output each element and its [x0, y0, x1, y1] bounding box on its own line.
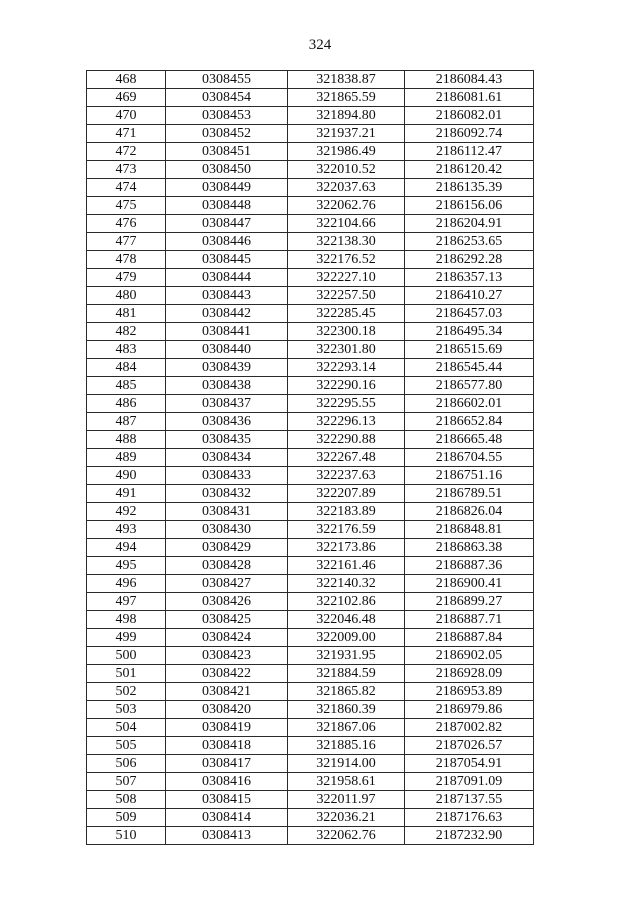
row-index-cell: 492	[87, 503, 166, 521]
table-row	[87, 179, 534, 197]
row-index-cell: 483	[87, 341, 166, 359]
x-coordinate-cell: 322300.18	[288, 323, 405, 341]
y-coordinate-cell: 2186292.28	[405, 251, 534, 269]
table-row	[87, 665, 534, 683]
point-id-cell: 0308449	[166, 179, 288, 197]
row-index-cell: 486	[87, 395, 166, 413]
row-index-cell: 482	[87, 323, 166, 341]
x-coordinate-cell: 322161.46	[288, 557, 405, 575]
row-index-cell: 503	[87, 701, 166, 719]
point-id-cell: 0308429	[166, 539, 288, 557]
table-row	[87, 701, 534, 719]
y-coordinate-cell: 2186979.86	[405, 701, 534, 719]
x-coordinate-cell: 322176.59	[288, 521, 405, 539]
row-index-cell: 495	[87, 557, 166, 575]
x-coordinate-cell: 322237.63	[288, 467, 405, 485]
point-id-cell: 0308435	[166, 431, 288, 449]
x-coordinate-cell: 322267.48	[288, 449, 405, 467]
point-id-cell: 0308413	[166, 827, 288, 845]
point-id-cell: 0308437	[166, 395, 288, 413]
table-row	[87, 773, 534, 791]
y-coordinate-cell: 2186899.27	[405, 593, 534, 611]
x-coordinate-cell: 321894.80	[288, 107, 405, 125]
table-row	[87, 143, 534, 161]
table-row	[87, 233, 534, 251]
table-row	[87, 125, 534, 143]
x-coordinate-cell: 322176.52	[288, 251, 405, 269]
table-row	[87, 431, 534, 449]
x-coordinate-cell: 322227.10	[288, 269, 405, 287]
x-coordinate-cell: 322104.66	[288, 215, 405, 233]
row-index-cell: 505	[87, 737, 166, 755]
table-row	[87, 827, 534, 845]
row-index-cell: 509	[87, 809, 166, 827]
table-row	[87, 539, 534, 557]
x-coordinate-cell: 322173.86	[288, 539, 405, 557]
table-row	[87, 305, 534, 323]
row-index-cell: 470	[87, 107, 166, 125]
y-coordinate-cell: 2186204.91	[405, 215, 534, 233]
y-coordinate-cell: 2186848.81	[405, 521, 534, 539]
point-id-cell: 0308452	[166, 125, 288, 143]
row-index-cell: 494	[87, 539, 166, 557]
table-row	[87, 683, 534, 701]
x-coordinate-cell: 322296.13	[288, 413, 405, 431]
table-row	[87, 323, 534, 341]
table-row	[87, 755, 534, 773]
point-id-cell: 0308444	[166, 269, 288, 287]
point-id-cell: 0308430	[166, 521, 288, 539]
x-coordinate-cell: 321885.16	[288, 737, 405, 755]
point-id-cell: 0308425	[166, 611, 288, 629]
table-row	[87, 575, 534, 593]
point-id-cell: 0308426	[166, 593, 288, 611]
point-id-cell: 0308419	[166, 719, 288, 737]
table-row	[87, 341, 534, 359]
point-id-cell: 0308428	[166, 557, 288, 575]
y-coordinate-cell: 2186156.06	[405, 197, 534, 215]
point-id-cell: 0308446	[166, 233, 288, 251]
y-coordinate-cell: 2186577.80	[405, 377, 534, 395]
table-row	[87, 287, 534, 305]
x-coordinate-cell: 321958.61	[288, 773, 405, 791]
table-row	[87, 89, 534, 107]
row-index-cell: 479	[87, 269, 166, 287]
x-coordinate-cell: 322036.21	[288, 809, 405, 827]
row-index-cell: 485	[87, 377, 166, 395]
row-index-cell: 477	[87, 233, 166, 251]
y-coordinate-cell: 2186081.61	[405, 89, 534, 107]
y-coordinate-cell: 2187091.09	[405, 773, 534, 791]
table-row	[87, 719, 534, 737]
y-coordinate-cell: 2186602.01	[405, 395, 534, 413]
x-coordinate-cell: 322062.76	[288, 827, 405, 845]
point-id-cell: 0308423	[166, 647, 288, 665]
point-id-cell: 0308439	[166, 359, 288, 377]
table-row	[87, 359, 534, 377]
table-row	[87, 809, 534, 827]
x-coordinate-cell: 322257.50	[288, 287, 405, 305]
y-coordinate-cell: 2186665.48	[405, 431, 534, 449]
x-coordinate-cell: 322011.97	[288, 791, 405, 809]
x-coordinate-cell: 322293.14	[288, 359, 405, 377]
row-index-cell: 510	[87, 827, 166, 845]
row-index-cell: 504	[87, 719, 166, 737]
point-id-cell: 0308433	[166, 467, 288, 485]
x-coordinate-cell: 322290.16	[288, 377, 405, 395]
y-coordinate-cell: 2186120.42	[405, 161, 534, 179]
x-coordinate-cell: 321884.59	[288, 665, 405, 683]
x-coordinate-cell: 322207.89	[288, 485, 405, 503]
y-coordinate-cell: 2186515.69	[405, 341, 534, 359]
y-coordinate-cell: 2186457.03	[405, 305, 534, 323]
y-coordinate-cell: 2186863.38	[405, 539, 534, 557]
point-id-cell: 0308451	[166, 143, 288, 161]
row-index-cell: 472	[87, 143, 166, 161]
y-coordinate-cell: 2186135.39	[405, 179, 534, 197]
x-coordinate-cell: 321865.59	[288, 89, 405, 107]
row-index-cell: 468	[87, 71, 166, 89]
x-coordinate-cell: 322046.48	[288, 611, 405, 629]
coordinates-table-body	[87, 71, 534, 845]
point-id-cell: 0308454	[166, 89, 288, 107]
y-coordinate-cell: 2186887.36	[405, 557, 534, 575]
y-coordinate-cell: 2186495.34	[405, 323, 534, 341]
point-id-cell: 0308417	[166, 755, 288, 773]
point-id-cell: 0308434	[166, 449, 288, 467]
y-coordinate-cell: 2187176.63	[405, 809, 534, 827]
row-index-cell: 484	[87, 359, 166, 377]
table-row	[87, 791, 534, 809]
row-index-cell: 481	[87, 305, 166, 323]
table-row	[87, 611, 534, 629]
y-coordinate-cell: 2187002.82	[405, 719, 534, 737]
y-coordinate-cell: 2187026.57	[405, 737, 534, 755]
point-id-cell: 0308424	[166, 629, 288, 647]
x-coordinate-cell: 321838.87	[288, 71, 405, 89]
y-coordinate-cell: 2186545.44	[405, 359, 534, 377]
point-id-cell: 0308436	[166, 413, 288, 431]
point-id-cell: 0308418	[166, 737, 288, 755]
row-index-cell: 499	[87, 629, 166, 647]
row-index-cell: 471	[87, 125, 166, 143]
row-index-cell: 478	[87, 251, 166, 269]
x-coordinate-cell: 322138.30	[288, 233, 405, 251]
y-coordinate-cell: 2186410.27	[405, 287, 534, 305]
point-id-cell: 0308420	[166, 701, 288, 719]
x-coordinate-cell: 322285.45	[288, 305, 405, 323]
row-index-cell: 496	[87, 575, 166, 593]
table-row	[87, 377, 534, 395]
point-id-cell: 0308415	[166, 791, 288, 809]
row-index-cell: 469	[87, 89, 166, 107]
table-row	[87, 161, 534, 179]
point-id-cell: 0308416	[166, 773, 288, 791]
y-coordinate-cell: 2186253.65	[405, 233, 534, 251]
table-row	[87, 269, 534, 287]
table-row	[87, 503, 534, 521]
coordinates-table	[86, 70, 534, 845]
table-row	[87, 71, 534, 89]
x-coordinate-cell: 322140.32	[288, 575, 405, 593]
table-row	[87, 593, 534, 611]
row-index-cell: 475	[87, 197, 166, 215]
point-id-cell: 0308447	[166, 215, 288, 233]
row-index-cell: 488	[87, 431, 166, 449]
x-coordinate-cell: 321867.06	[288, 719, 405, 737]
x-coordinate-cell: 321914.00	[288, 755, 405, 773]
x-coordinate-cell: 321860.39	[288, 701, 405, 719]
row-index-cell: 474	[87, 179, 166, 197]
point-id-cell: 0308421	[166, 683, 288, 701]
row-index-cell: 502	[87, 683, 166, 701]
row-index-cell: 490	[87, 467, 166, 485]
point-id-cell: 0308442	[166, 305, 288, 323]
y-coordinate-cell: 2186357.13	[405, 269, 534, 287]
row-index-cell: 500	[87, 647, 166, 665]
x-coordinate-cell: 322290.88	[288, 431, 405, 449]
point-id-cell: 0308414	[166, 809, 288, 827]
x-coordinate-cell: 321986.49	[288, 143, 405, 161]
y-coordinate-cell: 2187137.55	[405, 791, 534, 809]
table-row	[87, 629, 534, 647]
row-index-cell: 497	[87, 593, 166, 611]
y-coordinate-cell: 2186112.47	[405, 143, 534, 161]
y-coordinate-cell: 2186902.05	[405, 647, 534, 665]
row-index-cell: 473	[87, 161, 166, 179]
table-row	[87, 467, 534, 485]
x-coordinate-cell: 322102.86	[288, 593, 405, 611]
y-coordinate-cell: 2186652.84	[405, 413, 534, 431]
row-index-cell: 498	[87, 611, 166, 629]
y-coordinate-cell: 2186704.55	[405, 449, 534, 467]
y-coordinate-cell: 2186092.74	[405, 125, 534, 143]
point-id-cell: 0308427	[166, 575, 288, 593]
row-index-cell: 487	[87, 413, 166, 431]
y-coordinate-cell: 2187232.90	[405, 827, 534, 845]
row-index-cell: 501	[87, 665, 166, 683]
y-coordinate-cell: 2186751.16	[405, 467, 534, 485]
y-coordinate-cell: 2186789.51	[405, 485, 534, 503]
y-coordinate-cell: 2186082.01	[405, 107, 534, 125]
y-coordinate-cell: 2186826.04	[405, 503, 534, 521]
table-row	[87, 107, 534, 125]
point-id-cell: 0308448	[166, 197, 288, 215]
row-index-cell: 506	[87, 755, 166, 773]
table-row	[87, 197, 534, 215]
row-index-cell: 476	[87, 215, 166, 233]
point-id-cell: 0308443	[166, 287, 288, 305]
table-row	[87, 449, 534, 467]
point-id-cell: 0308445	[166, 251, 288, 269]
y-coordinate-cell: 2187054.91	[405, 755, 534, 773]
table-row	[87, 521, 534, 539]
row-index-cell: 493	[87, 521, 166, 539]
y-coordinate-cell: 2186953.89	[405, 683, 534, 701]
y-coordinate-cell: 2186900.41	[405, 575, 534, 593]
x-coordinate-cell: 321931.95	[288, 647, 405, 665]
x-coordinate-cell: 321937.21	[288, 125, 405, 143]
y-coordinate-cell: 2186084.43	[405, 71, 534, 89]
table-row	[87, 647, 534, 665]
table-row	[87, 737, 534, 755]
row-index-cell: 507	[87, 773, 166, 791]
x-coordinate-cell: 322010.52	[288, 161, 405, 179]
table-row	[87, 557, 534, 575]
point-id-cell: 0308450	[166, 161, 288, 179]
row-index-cell: 491	[87, 485, 166, 503]
x-coordinate-cell: 322062.76	[288, 197, 405, 215]
x-coordinate-cell: 322295.55	[288, 395, 405, 413]
x-coordinate-cell: 322037.63	[288, 179, 405, 197]
table-row	[87, 395, 534, 413]
y-coordinate-cell: 2186928.09	[405, 665, 534, 683]
page-number: 324	[308, 37, 332, 53]
table-row	[87, 215, 534, 233]
row-index-cell: 489	[87, 449, 166, 467]
x-coordinate-cell: 321865.82	[288, 683, 405, 701]
table-row	[87, 251, 534, 269]
row-index-cell: 508	[87, 791, 166, 809]
point-id-cell: 0308441	[166, 323, 288, 341]
point-id-cell: 0308440	[166, 341, 288, 359]
point-id-cell: 0308438	[166, 377, 288, 395]
point-id-cell: 0308432	[166, 485, 288, 503]
x-coordinate-cell: 322183.89	[288, 503, 405, 521]
table-row	[87, 485, 534, 503]
table-row	[87, 413, 534, 431]
x-coordinate-cell: 322301.80	[288, 341, 405, 359]
point-id-cell: 0308431	[166, 503, 288, 521]
x-coordinate-cell: 322009.00	[288, 629, 405, 647]
point-id-cell: 0308422	[166, 665, 288, 683]
row-index-cell: 480	[87, 287, 166, 305]
point-id-cell: 0308453	[166, 107, 288, 125]
y-coordinate-cell: 2186887.84	[405, 629, 534, 647]
point-id-cell: 0308455	[166, 71, 288, 89]
y-coordinate-cell: 2186887.71	[405, 611, 534, 629]
